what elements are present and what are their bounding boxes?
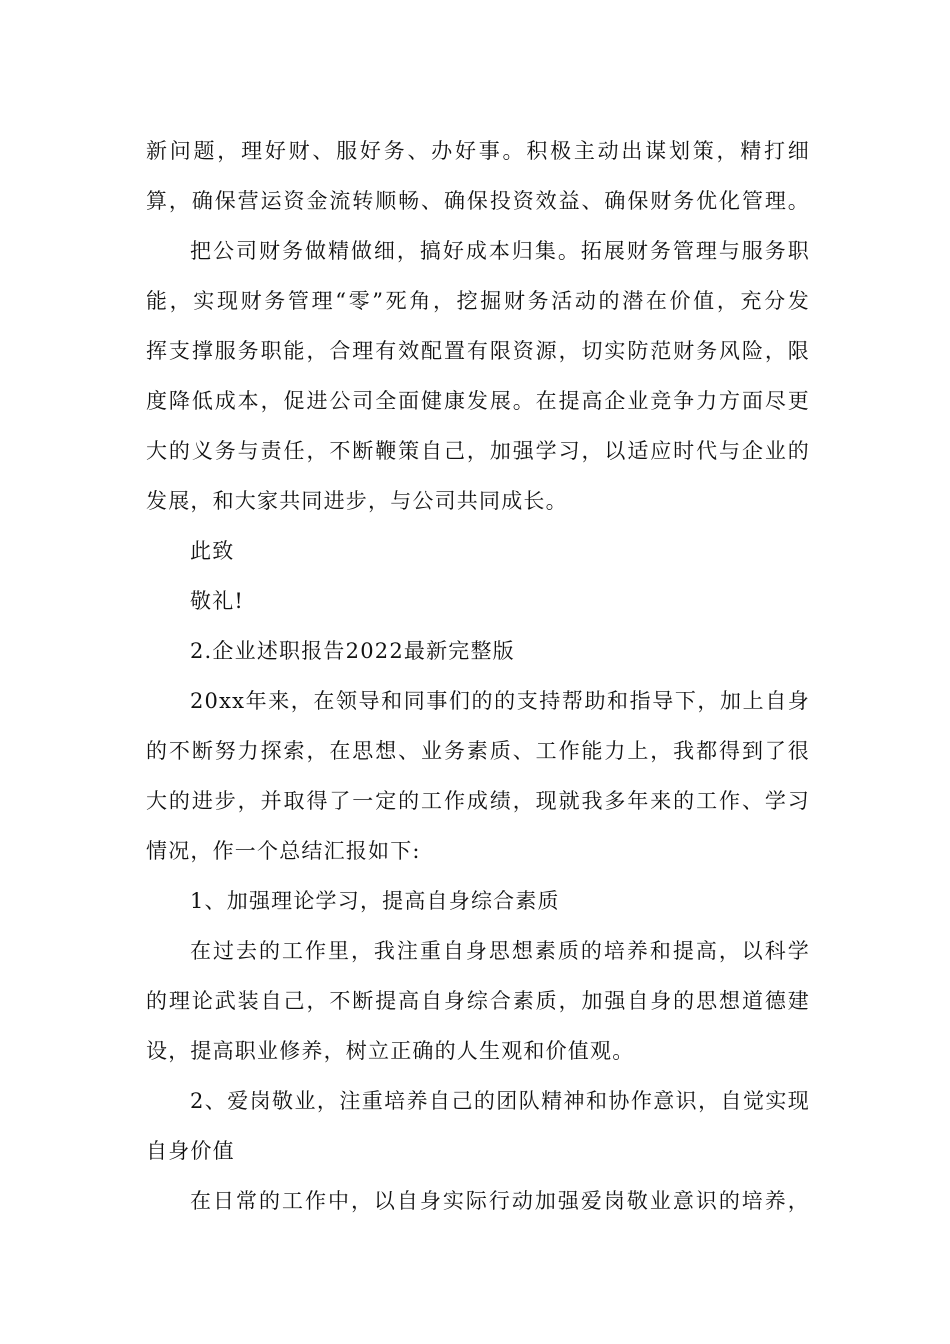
subsection-heading: 2、爱岗敬业，注重培养自己的团队精神和协作意识，自觉实现 — [190, 1089, 810, 1113]
text-line: 大的进步，并取得了一定的工作成绩，现就我多年来的工作、学习 — [146, 789, 810, 813]
salutation-closing: 此致 — [190, 539, 235, 563]
text-line: 挥支撑服务职能，合理有效配置有限资源，切实防范财务风险，限 — [146, 339, 810, 363]
text-line: 的理论武装自己，不断提高自身综合素质，加强自身的思想道德建 — [146, 989, 810, 1013]
text-line: 把公司财务做精做细，搞好成本归集。拓展财务管理与服务职 — [190, 239, 810, 263]
text-line: 在日常的工作中，以自身实际行动加强爱岗敬业意识的培养， — [190, 1189, 810, 1213]
subsection-heading-cont: 自身价值 — [146, 1139, 235, 1163]
document-body — [146, 126, 810, 1226]
salutation-regards: 敬礼! — [190, 589, 245, 613]
text-line: 能，实现财务管理“零”死角，挖掘财务活动的潜在价值，充分发 — [146, 289, 810, 313]
section-heading: 2.企业述职报告2022最新完整版 — [190, 639, 515, 663]
text-line: 度降低成本，促进公司全面健康发展。在提高企业竞争力方面尽更 — [146, 389, 810, 413]
text-line: 发展，和大家共同进步，与公司共同成长。 — [146, 489, 568, 513]
subsection-heading: 1、加强理论学习，提高自身综合素质 — [190, 889, 560, 913]
text-line: 算，确保营运资金流转顺畅、确保投资效益、确保财务优化管理。 — [146, 189, 810, 213]
text-line: 新问题，理好财、服好务、办好事。积极主动出谋划策，精打细 — [146, 139, 810, 163]
text-line: 设，提高职业修养，树立正确的人生观和价值观。 — [146, 1039, 635, 1063]
text-line: 在过去的工作里，我注重自身思想素质的培养和提高，以科学 — [190, 939, 810, 963]
text-line: 情况，作一个总结汇报如下: — [146, 839, 421, 863]
text-line: 的不断努力探索，在思想、业务素质、工作能力上，我都得到了很 — [146, 739, 810, 763]
text-line: 20xx年来，在领导和同事们的的支持帮助和指导下，加上自身 — [190, 689, 810, 713]
text-line: 大的义务与责任，不断鞭策自己，加强学习，以适应时代与企业的 — [146, 439, 810, 463]
